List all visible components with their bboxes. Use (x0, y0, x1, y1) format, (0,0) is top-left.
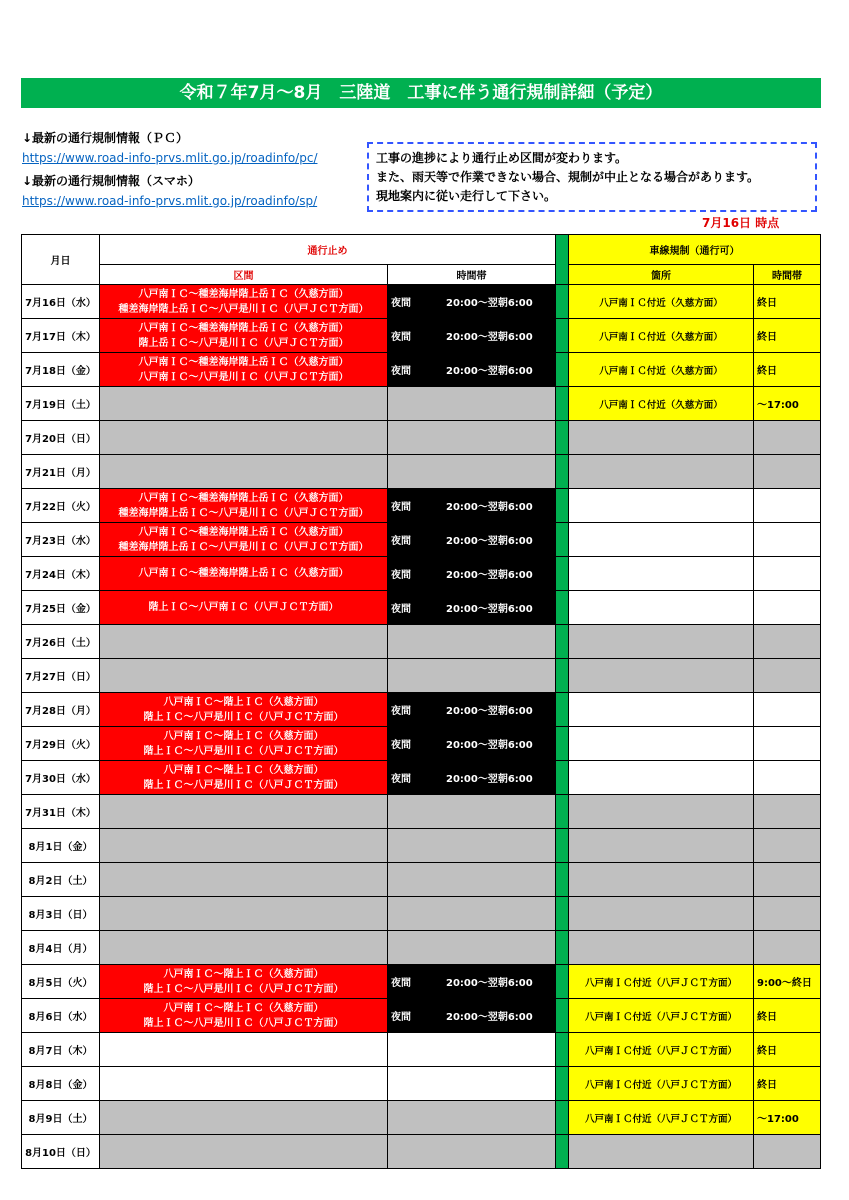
closure-section (100, 863, 388, 897)
lane-place (569, 795, 754, 829)
lane-time: 終日 (754, 319, 821, 353)
lane-place (569, 591, 754, 625)
table-row (22, 625, 821, 659)
separator (556, 999, 569, 1033)
closure-time (388, 897, 556, 931)
closure-time (388, 1135, 556, 1169)
closure-section-line: 階上ＩＣ～八戸是川ＩＣ（八戸ＪＣＴ方面） (143, 711, 344, 723)
lane-place: 八戸南ＩＣ付近（久慈方面） (569, 319, 754, 353)
night-label: 夜間 (391, 1012, 411, 1023)
lane-place (569, 523, 754, 557)
hours-label: 20:00～翌朝6:00 (446, 774, 533, 785)
closure-time (388, 999, 556, 1033)
table-row (22, 1033, 821, 1067)
closure-time (388, 625, 556, 659)
lane-time (754, 421, 821, 455)
closure-section-line: 八戸南ＩＣ～種差海岸階上岳ＩＣ（久慈方面） (138, 322, 349, 334)
closure-section (100, 931, 388, 965)
closure-section-header: 区間 (100, 265, 388, 285)
lane-restriction-header: 車線規制（通行可） (569, 235, 821, 265)
closure-section (100, 523, 388, 557)
lane-time (754, 557, 821, 591)
row-date: 7月20日（日） (22, 421, 100, 455)
closure-time (388, 931, 556, 965)
closure-section-line: 八戸南ＩＣ～八戸是川ＩＣ（八戸ＪＣＴ方面） (138, 371, 349, 383)
closure-section (100, 1101, 388, 1135)
night-label: 夜間 (391, 604, 411, 615)
closure-time (388, 965, 556, 999)
hours-label: 20:00～翌朝6:00 (446, 706, 533, 717)
separator (556, 761, 569, 795)
closure-section (100, 897, 388, 931)
table-row (22, 455, 821, 489)
row-date: 7月19日（土） (22, 387, 100, 421)
table-row (22, 1135, 821, 1169)
closure-time (388, 659, 556, 693)
hours-label: 20:00～翌朝6:00 (446, 332, 533, 343)
row-date: 8月3日（日） (22, 897, 100, 931)
row-date: 8月4日（月） (22, 931, 100, 965)
table-row (22, 591, 821, 625)
night-label: 夜間 (391, 366, 411, 377)
separator (556, 1101, 569, 1135)
closure-section-line: 八戸南ＩＣ～階上ＩＣ（久慈方面） (163, 968, 324, 980)
table-row (22, 1067, 821, 1101)
separator (556, 863, 569, 897)
closure-time (388, 489, 556, 523)
table-row (22, 319, 821, 353)
smartphone-link[interactable]: https://www.road-info-prvs.mlit.go.jp/roadinfo/sp/ (22, 194, 318, 208)
table-row (22, 897, 821, 931)
table-row (22, 965, 821, 999)
lane-time (754, 693, 821, 727)
notice-line: 現地案内に従い走行して下さい。 (376, 189, 557, 203)
schedule-table (21, 234, 821, 1169)
table-row (22, 387, 821, 421)
closure-time (388, 727, 556, 761)
lane-time: 終日 (754, 353, 821, 387)
hours-label: 20:00～翌朝6:00 (446, 978, 533, 989)
separator (556, 1135, 569, 1169)
row-date: 7月17日（木） (22, 319, 100, 353)
closure-section (100, 659, 388, 693)
closure-section-line: 八戸南ＩＣ～階上ＩＣ（久慈方面） (163, 764, 324, 776)
closure-time-header: 時間帯 (388, 265, 556, 285)
closure-section (100, 1067, 388, 1101)
as-of-date: 7月16日 時点 (702, 216, 780, 230)
closure-section (100, 965, 388, 999)
table-row (22, 829, 821, 863)
lane-time (754, 591, 821, 625)
lane-place: 八戸南ＩＣ付近（久慈方面） (569, 353, 754, 387)
table-row (22, 285, 821, 319)
closure-section-line: 種差海岸階上岳ＩＣ～八戸是川ＩＣ（八戸ＪＣＴ方面） (118, 507, 369, 519)
separator (556, 285, 569, 319)
closure-time (388, 693, 556, 727)
notice-line: 工事の進捗により通行止め区間が変わります。 (376, 151, 628, 165)
hours-label: 20:00～翌朝6:00 (446, 604, 533, 615)
closure-time (388, 795, 556, 829)
lane-time: 9:00～終日 (754, 965, 821, 999)
lane-time: 終日 (754, 1033, 821, 1067)
hours-label: 20:00～翌朝6:00 (446, 366, 533, 377)
separator (556, 387, 569, 421)
lane-time: 終日 (754, 285, 821, 319)
night-label: 夜間 (391, 740, 411, 751)
hours-label: 20:00～翌朝6:00 (446, 502, 533, 513)
lane-place: 八戸南ＩＣ付近（八戸ＪＣＴ方面） (569, 965, 754, 999)
row-date: 7月24日（木） (22, 557, 100, 591)
table-row (22, 353, 821, 387)
table-row (22, 795, 821, 829)
lane-place (569, 897, 754, 931)
separator (556, 523, 569, 557)
table-row (22, 931, 821, 965)
row-date: 8月10日（日） (22, 1135, 100, 1169)
table-row (22, 863, 821, 897)
closure-section (100, 693, 388, 727)
closure-section (100, 557, 388, 591)
separator (556, 829, 569, 863)
closure-section (100, 319, 388, 353)
night-label: 夜間 (391, 502, 411, 513)
closure-time (388, 863, 556, 897)
row-date: 8月5日（火） (22, 965, 100, 999)
closure-section-line: 階上ＩＣ～八戸是川ＩＣ（八戸ＪＣＴ方面） (143, 745, 344, 757)
closure-section (100, 761, 388, 795)
closure-section-line: 階上ＩＣ～八戸是川ＩＣ（八戸ＪＣＴ方面） (143, 1017, 344, 1029)
closure-time (388, 1067, 556, 1101)
closure-time (388, 387, 556, 421)
row-date: 7月30日（水） (22, 761, 100, 795)
row-date: 8月8日（金） (22, 1067, 100, 1101)
closure-time (388, 285, 556, 319)
row-date: 7月31日（木） (22, 795, 100, 829)
lane-time: ～17:00 (754, 1101, 821, 1135)
row-date: 8月2日（土） (22, 863, 100, 897)
hours-label: 20:00～翌朝6:00 (446, 740, 533, 751)
lane-place: 八戸南ＩＣ付近（八戸ＪＣＴ方面） (569, 1067, 754, 1101)
hours-label: 20:00～翌朝6:00 (446, 1012, 533, 1023)
closure-section (100, 353, 388, 387)
table-row (22, 421, 821, 455)
closure-section-line: 種差海岸階上岳ＩＣ～八戸是川ＩＣ（八戸ＪＣＴ方面） (118, 541, 369, 553)
pc-link[interactable]: https://www.road-info-prvs.mlit.go.jp/roadinfo/pc/ (22, 151, 318, 165)
row-date: 8月9日（土） (22, 1101, 100, 1135)
row-date: 7月22日（火） (22, 489, 100, 523)
lane-time (754, 523, 821, 557)
closure-section (100, 285, 388, 319)
lane-time (754, 455, 821, 489)
closure-section-line: 八戸南ＩＣ～種差海岸階上岳ＩＣ（久慈方面） (138, 568, 349, 579)
closure-time (388, 557, 556, 591)
closure-time (388, 591, 556, 625)
table-row (22, 693, 821, 727)
notice-line: また、雨天等で作業できない場合、規制が中止となる場合があります。 (376, 170, 760, 184)
table-row (22, 1101, 821, 1135)
separator (556, 235, 569, 285)
closure-section (100, 591, 388, 625)
lane-place (569, 659, 754, 693)
table-row (22, 727, 821, 761)
lane-place (569, 557, 754, 591)
separator (556, 795, 569, 829)
closure-time (388, 353, 556, 387)
closure-section-line: 八戸南ＩＣ～階上ＩＣ（久慈方面） (163, 696, 324, 708)
night-label: 夜間 (391, 978, 411, 989)
closure-section (100, 795, 388, 829)
lane-time (754, 863, 821, 897)
night-label: 夜間 (391, 332, 411, 343)
row-date: 7月25日（金） (22, 591, 100, 625)
lane-time (754, 625, 821, 659)
lane-place (569, 727, 754, 761)
row-date: 7月21日（月） (22, 455, 100, 489)
closure-section-line: 八戸南ＩＣ～種差海岸階上岳ＩＣ（久慈方面） (138, 356, 349, 368)
lane-time (754, 659, 821, 693)
closure-section (100, 625, 388, 659)
lane-place (569, 693, 754, 727)
separator (556, 1067, 569, 1101)
night-label: 夜間 (391, 706, 411, 717)
row-date: 8月6日（水） (22, 999, 100, 1033)
schedule-rows (22, 285, 821, 1169)
closure-section (100, 1033, 388, 1067)
lane-time (754, 795, 821, 829)
lane-time (754, 829, 821, 863)
separator (556, 931, 569, 965)
closure-section-line: 階上ＩＣ～八戸南ＩＣ（八戸ＪＣＴ方面） (148, 602, 339, 613)
closure-section (100, 727, 388, 761)
notice-box (367, 142, 817, 212)
closure-section (100, 489, 388, 523)
closure-time (388, 319, 556, 353)
hours-label: 20:00～翌朝6:00 (446, 536, 533, 547)
separator (556, 897, 569, 931)
closure-section-line: 八戸南ＩＣ～階上ＩＣ（久慈方面） (163, 1002, 324, 1014)
closure-section (100, 1135, 388, 1169)
row-date: 7月16日（水） (22, 285, 100, 319)
smartphone-link-label: ↓最新の通行規制情報（スマホ） (22, 174, 200, 188)
lane-time: ～17:00 (754, 387, 821, 421)
lane-place (569, 829, 754, 863)
row-date: 7月28日（月） (22, 693, 100, 727)
closure-time (388, 1101, 556, 1135)
separator (556, 625, 569, 659)
lane-place: 八戸南ＩＣ付近（八戸ＪＣＴ方面） (569, 1033, 754, 1067)
closure-section-line: 階上岳ＩＣ～八戸是川ＩＣ（八戸ＪＣＴ方面） (138, 337, 349, 349)
lane-place (569, 1135, 754, 1169)
separator (556, 421, 569, 455)
row-date: 7月29日（火） (22, 727, 100, 761)
lane-time-header: 時間帯 (754, 265, 821, 285)
closure-time (388, 761, 556, 795)
closure-section-line: 八戸南ＩＣ～種差海岸階上岳ＩＣ（久慈方面） (138, 288, 349, 300)
table-row (22, 999, 821, 1033)
row-date: 7月26日（土） (22, 625, 100, 659)
lane-time (754, 1135, 821, 1169)
closure-time (388, 523, 556, 557)
closure-header: 通行止め (100, 235, 556, 265)
separator (556, 965, 569, 999)
lane-place: 八戸南ＩＣ付近（八戸ＪＣＴ方面） (569, 1101, 754, 1135)
closure-section (100, 421, 388, 455)
closure-section (100, 829, 388, 863)
table-row (22, 761, 821, 795)
separator (556, 319, 569, 353)
closure-section (100, 999, 388, 1033)
separator (556, 693, 569, 727)
lane-place (569, 421, 754, 455)
date-column-header: 月日 (22, 235, 100, 285)
pc-link-label: ↓最新の通行規制情報（ＰＣ） (22, 131, 189, 145)
separator (556, 489, 569, 523)
closure-section-line: 種差海岸階上岳ＩＣ～八戸是川ＩＣ（八戸ＪＣＴ方面） (118, 303, 369, 315)
lane-time (754, 761, 821, 795)
separator (556, 1033, 569, 1067)
closure-time (388, 421, 556, 455)
night-label: 夜間 (391, 774, 411, 785)
closure-section-line: 階上ＩＣ～八戸是川ＩＣ（八戸ＪＣＴ方面） (143, 983, 344, 995)
page-title: 令和７年7月～8月 三陸道 工事に伴う通行規制詳細（予定） (21, 78, 821, 108)
night-label: 夜間 (391, 536, 411, 547)
lane-place-header: 箇所 (569, 265, 754, 285)
closure-time (388, 829, 556, 863)
hours-label: 20:00～翌朝6:00 (446, 298, 533, 309)
row-date: 8月1日（金） (22, 829, 100, 863)
row-date: 7月18日（金） (22, 353, 100, 387)
closure-section-line: 八戸南ＩＣ～階上ＩＣ（久慈方面） (163, 730, 324, 742)
separator (556, 727, 569, 761)
lane-time: 終日 (754, 1067, 821, 1101)
lane-time (754, 727, 821, 761)
info-links (22, 128, 317, 214)
separator (556, 353, 569, 387)
closure-section-line: 階上ＩＣ～八戸是川ＩＣ（八戸ＪＣＴ方面） (143, 779, 344, 791)
table-row (22, 489, 821, 523)
lane-place: 八戸南ＩＣ付近（久慈方面） (569, 285, 754, 319)
night-label: 夜間 (391, 298, 411, 309)
closure-time (388, 1033, 556, 1067)
table-row (22, 523, 821, 557)
lane-place (569, 455, 754, 489)
night-label: 夜間 (391, 570, 411, 581)
table-row (22, 557, 821, 591)
lane-place: 八戸南ＩＣ付近（久慈方面） (569, 387, 754, 421)
lane-place (569, 489, 754, 523)
separator (556, 557, 569, 591)
lane-time (754, 489, 821, 523)
closure-section-line: 八戸南ＩＣ～種差海岸階上岳ＩＣ（久慈方面） (138, 492, 349, 504)
separator (556, 659, 569, 693)
lane-place: 八戸南ＩＣ付近（八戸ＪＣＴ方面） (569, 999, 754, 1033)
lane-place (569, 863, 754, 897)
closure-section-line: 八戸南ＩＣ～種差海岸階上岳ＩＣ（久慈方面） (138, 526, 349, 538)
lane-time (754, 897, 821, 931)
row-date: 8月7日（木） (22, 1033, 100, 1067)
closure-section (100, 387, 388, 421)
row-date: 7月23日（水） (22, 523, 100, 557)
lane-time: 終日 (754, 999, 821, 1033)
lane-place (569, 761, 754, 795)
lane-time (754, 931, 821, 965)
hours-label: 20:00～翌朝6:00 (446, 570, 533, 581)
closure-time (388, 455, 556, 489)
row-date: 7月27日（日） (22, 659, 100, 693)
separator (556, 591, 569, 625)
table-row (22, 659, 821, 693)
closure-section (100, 455, 388, 489)
lane-place (569, 625, 754, 659)
separator (556, 455, 569, 489)
lane-place (569, 931, 754, 965)
